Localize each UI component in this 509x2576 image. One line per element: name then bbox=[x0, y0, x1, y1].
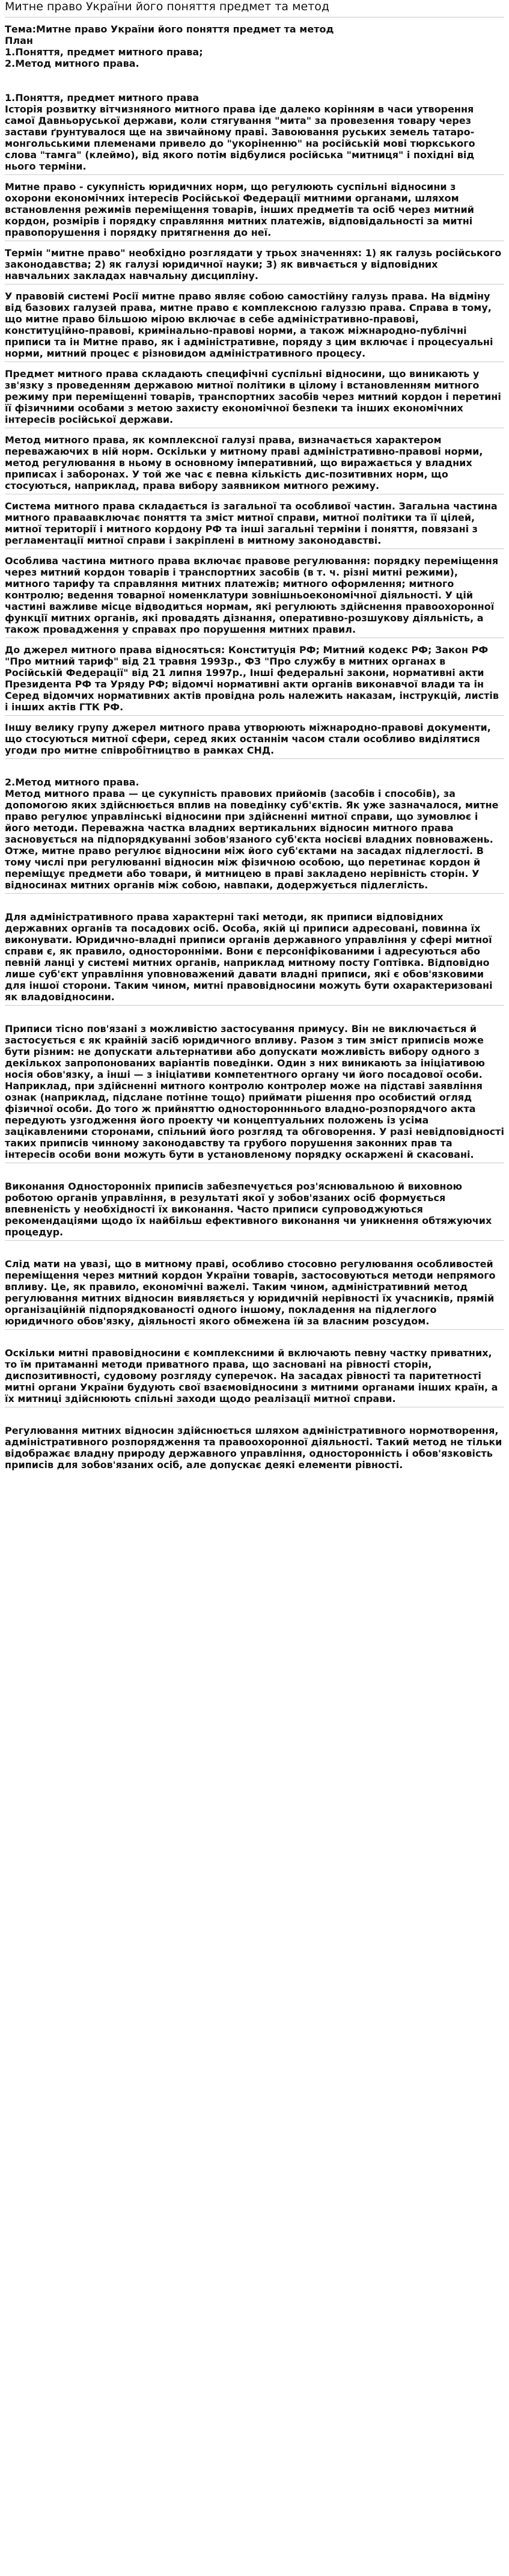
paragraph: Іншу велику групу джерел митного права утворюють міжнародно-правові документи, що стосуються митної сфери, серед яких останнім часом стали особливо виділятися угоди про митне співробітництво в рамках СНД. bbox=[5, 722, 504, 759]
paragraph: Для адміністративного права характерні такі методи, як приписи відповідних державних органів та посадових осіб. Особа, якій ці приписи адресовані, повинна їх виконувати. Юридично-владні приписи органів державного управління у сфері митної справи є, як правило, односторонніми. Вони є персоніфікованими і адресуються або певній ланці у системі митних органів, наприклад митному посту Гоптівка. Відповідно лише суб'єкт управління уповноважений давати владні приписи, які є обов'язковими для іншої сторони. Таким чином, митні правовідносини можуть бути охарактеризовані як владовідносини. bbox=[5, 911, 504, 1006]
paragraph: Приписи тісно пов'язані з можливістю застосування примусу. Він не виключається й застосується є як крайній засіб юридичного впливу. Разом з тим зміст приписів може бути різним: не допускати альтернативи або допускати можливість вибору одного з декількох запропонованих варіантів поведінки. Один з них виникають за ініціативою носія обов'язку, а інші — з ініціативи компетентного органу чи його посадової особи. Наприклад, при здійсненні митного контролю контролер може на підставі заявління ознак (наприклад, підслане потінне тощо) приймати рішення про особистий огляд фізичної особи. До того ж прийняттю односторонннього владно-розпорядчого акта передують узгодження його проекту чи концептуальних положень із усіма зацікавленими сторонами, спільний його розгляд та обговорення. У разі невідповідності таких приписів чинному законодавству та грубого порушення законних прав та інтересів особи вони можуть бути в установленому порядку оскаржені й скасовані. bbox=[5, 1023, 504, 1163]
plan-item: 2.Метод митного права. bbox=[5, 58, 139, 69]
section-1-heading: 1.Поняття, предмет митного права bbox=[5, 92, 200, 103]
paragraph: Метод митного права, як комплексної галузі права, визначається характером переважаючих в ній норм. Оскільки у митному праві адміністративно-правові норми, метод регулювання в ньому в основному імперативний, що виражається у владних приписах і заборонах. У той же час є певна кількість дис-позитивних норм, що стосуються, наприклад, права вибору заявником митного режиму. bbox=[5, 434, 504, 494]
plan-label: План bbox=[5, 35, 33, 46]
topic-line: Тема:Митне право України його поняття предмет та метод bbox=[5, 23, 334, 35]
plan-list bbox=[5, 46, 504, 69]
section-2-body bbox=[5, 788, 504, 1473]
paragraph: До джерел митного права відносяться: Конституція РФ; Митний кодекс РФ; Закон РФ "Про митний тариф" від 21 травня 1993р., ФЗ "Про службу в митних органах в Російській Федерації" від 21 липня 1997р., Інші федеральні закони, нормативні акти Президента РФ та Уряду РФ; відомчі нормативні акти органів виконавчої влади та ін Серед відомчих нормативних актів провідна роль належить наказам, інструкцій, листів і інших актів ГТК РФ. bbox=[5, 644, 504, 716]
section-1-body bbox=[5, 103, 504, 759]
paragraph: Регулювання митних відносин здійснюється шляхом адміністративного нормотворення, адміністративного розпорядження та правоохоронної діяльності. Такий метод не тільки відображає владну природу державного управління, односторонність і обов'язковість приписів для зобов'язаних осіб, але допускає деякі елементи рівності. bbox=[5, 1425, 502, 1471]
paragraph: Предмет митного права складають специфічні суспільні відносини, що виникають у зв'язку з проведенням державою митної політики в цілому і встановленням митного режиму при переміщенні товарів, транспортних засобів через митний кордон і перетині її фізичними особами з метою захисту економічної безпеки та інших економічних інтересів російської держави. bbox=[5, 368, 504, 428]
document-title: Митне право України його поняття предмет та метод bbox=[5, 0, 504, 17]
paragraph: Історія розвитку вітчизняного митного права іде далеко корінням в часи утворення самої Давньоруської держави, коли стягування "мита" за провезення товару через застави ґрунтувалося ще на звичайному праві. Завоювання руських земель татаро-монгольськими племенами привело до "укоріненню" на російській мові тюркського слова "тамга" (клеймо), від якого потім відбулися російська "митниця" і похідні від нього терміни. bbox=[5, 103, 504, 175]
paragraph: Оскільки митні правовідносини є комплексними й включають певну частку приватних, то їм притаманні методи приватного права, що засновані на рівності сторін, диспозитивності, судовому розгляду суперечок. На засадах рівності та паритетності митні органи України будують свої взаємовідносини з митними органами інших країн, а їх митниці здійснюють спільні заходи щодо реалізації митної справи. bbox=[5, 1347, 504, 1407]
paragraph: Система митного права складається із загальної та особливої частин. Загальна частина митного праваавключає поняття та зміст митної справи, митної політики та її цілей, митної території і митного кордону РФ та інші загальні терміни і поняття, повязані з регламентації митної справи і закріплені в митному законодавстві. bbox=[5, 500, 504, 549]
paragraph: Термін "митне право" необхідно розглядати у трьох значеннях: 1) як галузь російського законодавства; 2) як галузі юридичної науки; 3) як вивчається у відповідних навчальних закладах навчальну дисципліну. bbox=[5, 247, 504, 284]
paragraph: Особлива частина митного права включає правове регулювання: порядку переміщення через митний кордон товарів і транспортних засобів (в т. ч. різні митні режими), митного тарифу та справляння митних платежів; митного оформлення; митного контролю; ведення товарної номенклатури зовнішньоекономічної діяльності. У цій частині важливе місце відводиться нормам, які регулюють здійснення правоохоронної функції митних органів, які провадять дізнання, оперативно-розшукову діяльність, а також провадження у справах про порушення митних правил. bbox=[5, 555, 504, 638]
paragraph: Митне право - сукупність юридичних норм, що регулюють суспільні відносини з охорони економічних інтересів Російської Федерації митними органами, шляхом встановлення режимів переміщення товарів, інших предметів та осіб через митний кордон, розмірів і порядку справляння митних платежів, відповідальності за митні правопорушення і порядку притягнення до неї. bbox=[5, 181, 504, 241]
paragraph: Виконання Односторонніх приписів забезпечується роз'яснювальною й виховною роботою органів управління, в результаті якої у зобов'язаних осіб формується впевненість у необхідності їх виконання. Часто приписи супроводжуються рекомендаціями щодо їх найбільш ефективного виконання чи уникнення обтяжуючих процедур. bbox=[5, 1181, 504, 1241]
paragraph: Метод митного права — це сукупність правових прийомів (засобів і способів), за допомогою яких здійснюється вплив на поведінку суб'єктів. Як уже зазначалося, митне право регулює управлінські відносини при здійсненні митної справи, що зумовлює і його методи. Переважна частка владних вертикальних відносин митного права засновується на підпорядкуванні зобов'язаного суб'єкта носієві владних повноважень. Отже, митне право регулює відносини між його суб'єктами на засадах підлеглості. В тому числі при регулюванні відносин між фізичною особою, що перетинає кордон й переміщує предмети або товари, й митницею в праві закладено нерівність сторін. У відносинах митних органів між собою, навпаки, додержується підлеглість. bbox=[5, 788, 504, 894]
section-2-heading: 2.Метод митного права. bbox=[5, 776, 139, 788]
plan-item: 1.Поняття, предмет митного права; bbox=[5, 46, 203, 58]
paragraph: У правовій системі Росії митне право являє собою самостійну галузь права. На відміну від базових галузей права, митне право є комплексною галуззю права. Справа в тому, що митне право більшою мірою включає в себе адміністративно-правові, конституційно-правові, кримінально-правові норми, а також міжнародно-публічні приписи та ін Митне право, як і адміністративне, поряду з цим включає і процесуальні норми, митний процес є різновидом адміністративного процесу. bbox=[5, 290, 504, 362]
paragraph: Слід мати на увазі, що в митному праві, особливо стосовно регулювання особливостей переміщення через митний кордон України товарів, застосовуються методи непрямого впливу. Це, як правило, економічні важелі. Таким чином, адміністративний метод регулювання митних відносин виявляється у юридичній нерівності їх учасників, прямій організаційній підпорядкованості одного іншому, покладення на підлеглого юридичного обов'язку, діяльності якого обмежена їй за власним розсудом. bbox=[5, 1258, 504, 1330]
